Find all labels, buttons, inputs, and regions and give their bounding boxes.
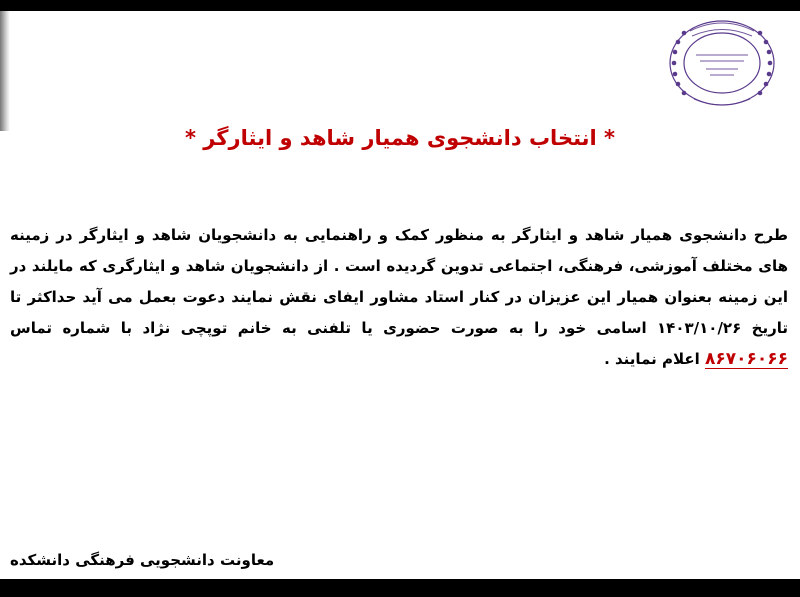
- announcement-page: [0, 11, 800, 579]
- signature-line: معاونت دانشجویی فرهنگی دانشکده: [10, 551, 275, 569]
- bottom-black-bar: [0, 579, 800, 597]
- body-text-closing: اعلام نمایند .: [604, 350, 705, 368]
- announcement-body: [10, 220, 788, 375]
- contact-phone-number: ۸۶۷۰۶۰۶۶: [704, 349, 788, 369]
- page-edge-shadow: [0, 11, 10, 131]
- top-black-bar: [0, 0, 800, 11]
- university-seal-logo: [666, 17, 778, 109]
- body-text-main: طرح دانشجوی همیار شاهد و ایثارگر به منظور کمک و راهنمایی به دانشجویان شاهد و ایثارگر در زمینه های مختلف آموزشی، فرهنگی، اجتماعی تدوین گردیده است . از دانشجویان شاهد و ایثارگری که مایلند در این زمینه بعنوان همیار این عزیزان در کنار استاد مشاور ایفای نقش نمایند دعوت بعمل می آید حداکثر تا تاریخ ۱۴۰۳/۱۰/۲۶ اسامی خود را به صورت حضوری یا تلفنی به خانم توپچی نژاد با شماره تماس: [10, 226, 788, 337]
- announcement-title: * انتخاب دانشجوی همیار شاهد و ایثارگر *: [184, 126, 616, 150]
